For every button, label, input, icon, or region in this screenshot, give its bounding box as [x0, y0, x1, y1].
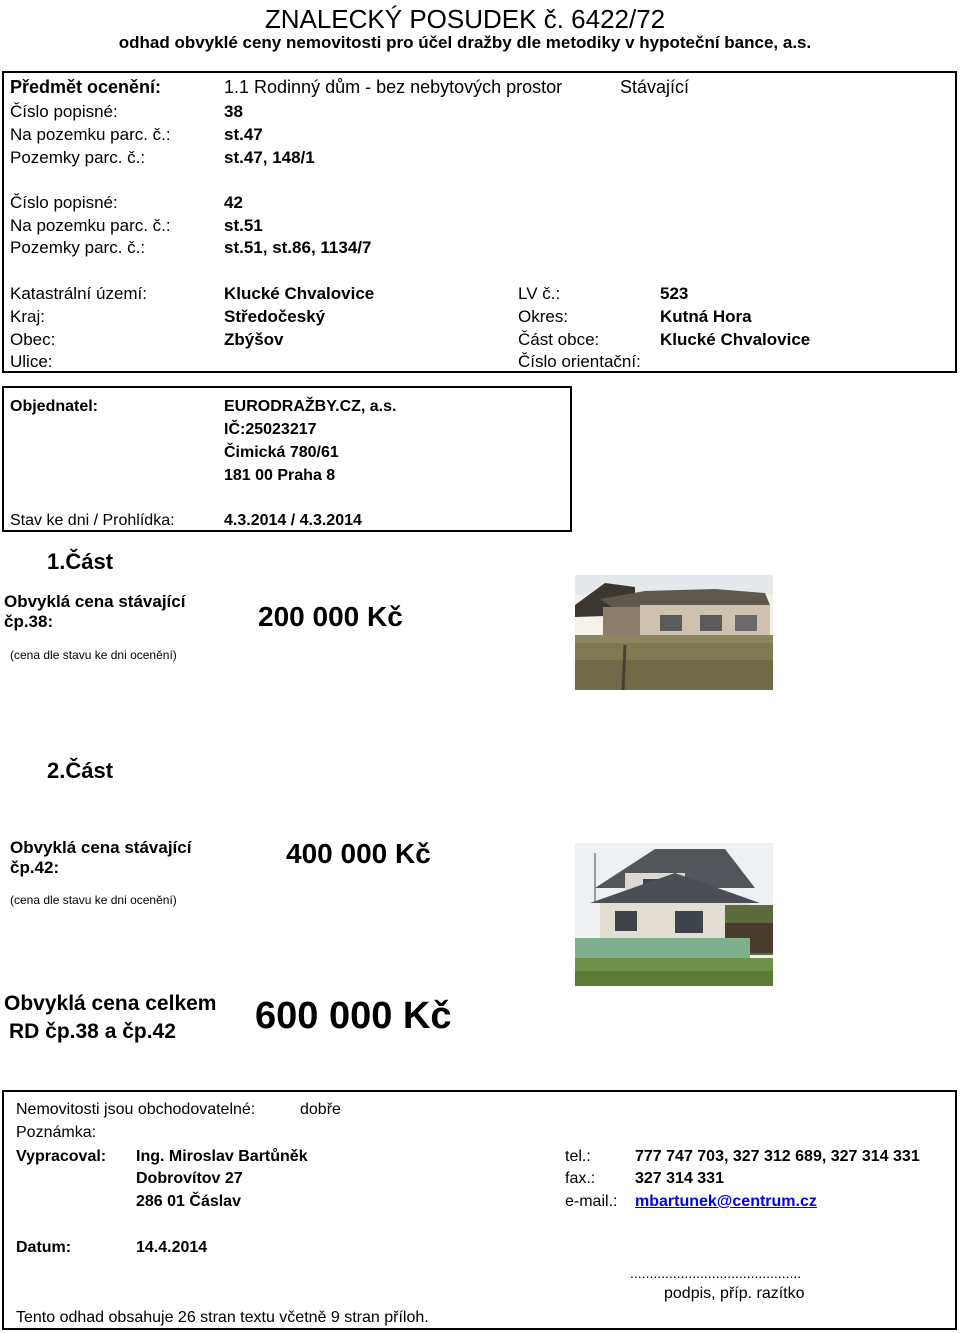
client-label: Objednatel: [10, 398, 99, 415]
ulice-label: Ulice: [10, 352, 53, 371]
fax-value: 327 314 331 [635, 1170, 724, 1187]
land1-label: Pozemky parc. č.: [10, 148, 146, 167]
part2-price: 400 000 Kč [286, 838, 431, 869]
footer-date-label: Datum: [16, 1239, 72, 1256]
house-38-illustration [575, 575, 773, 690]
subject-label: Předmět ocenění: [10, 77, 162, 97]
part2-note: (cena dle stavu ke dni ocenění) [10, 893, 177, 907]
house-42-illustration [575, 843, 773, 986]
email-link[interactable]: mbartunek@centrum.cz [635, 1193, 817, 1210]
kraj-value: Středočeský [224, 307, 326, 326]
obec-value: Zbýšov [224, 330, 284, 349]
document-title: ZNALECKÝ POSUDEK č. 6422/72 [264, 4, 666, 34]
cast-label: Část obce: [518, 330, 600, 349]
part1-label-line2: čp.38: [4, 612, 54, 631]
client-city: 181 00 Praha 8 [224, 467, 336, 484]
house-42-photo [575, 843, 773, 986]
signature-label: podpis, příp. razítko [664, 1285, 805, 1302]
author-label: Vypracoval: [16, 1148, 107, 1165]
tel-value: 777 747 703, 327 312 689, 327 314 331 [635, 1148, 920, 1165]
author-name: Ing. Miroslav Bartůněk [136, 1148, 308, 1165]
parcel1-label: Na pozemku parc. č.: [10, 125, 171, 144]
part1-price: 200 000 Kč [258, 601, 403, 632]
subject-status: Stávající [620, 77, 690, 97]
part2-label-line2: čp.42: [10, 858, 60, 877]
part1-label-line1: Obvyklá cena stávající [4, 592, 186, 611]
part1-note: (cena dle stavu ke dni ocenění) [10, 648, 177, 662]
subject-value: 1.1 Rodinný dům - bez nebytových prostor [224, 77, 563, 97]
house-38-photo [575, 575, 773, 690]
fax-label: fax.: [565, 1170, 596, 1187]
cast-value: Klucké Chvalovice [660, 330, 811, 349]
cislo-orientacni-label: Číslo orientační: [518, 352, 641, 371]
signature-dots: ............................................ [630, 1265, 802, 1281]
total-price: 600 000 Kč [255, 995, 452, 1037]
total-label-line2: RD čp.38 a čp.42 [9, 1020, 176, 1043]
email-label: e-mail.: [565, 1193, 618, 1210]
tradable-value: dobře [300, 1101, 341, 1118]
parcel2-value: st.51 [224, 216, 263, 235]
part2-label-line1: Obvyklá cena stávající [10, 838, 192, 857]
lv-value: 523 [660, 284, 689, 303]
note-label: Poznámka: [16, 1124, 97, 1141]
tel-label: tel.: [565, 1148, 591, 1165]
okres-label: Okres: [518, 307, 569, 326]
total-label-line1: Obvyklá cena celkem [4, 992, 217, 1015]
document-subtitle: odhad obvyklé ceny nemovitosti pro účel dražby dle metodiky v hypoteční bance, a.s. [118, 33, 812, 52]
client-ic: IČ:25023217 [224, 421, 317, 438]
part2-heading: 2.Část [47, 758, 114, 783]
pages-text: Tento odhad obsahuje 26 stran textu včetně 9 stran příloh. [16, 1309, 429, 1326]
client-street: Čimická 780/61 [224, 444, 339, 461]
land2-label: Pozemky parc. č.: [10, 238, 146, 257]
land1-value: st.47, 148/1 [224, 148, 315, 167]
part1-heading: 1.Část [47, 549, 114, 574]
cp1-value: 38 [224, 102, 243, 121]
tradable-label: Nemovitosti jsou obchodovatelné: [16, 1101, 256, 1118]
kraj-label: Kraj: [10, 307, 45, 326]
footer-date-value: 14.4.2014 [136, 1239, 208, 1256]
land2-value: st.51, st.86, 1134/7 [224, 238, 372, 257]
author-street: Dobrovítov 27 [136, 1170, 243, 1187]
cp1-label: Číslo popisné: [10, 102, 118, 121]
okres-value: Kutná Hora [660, 307, 752, 326]
cp2-value: 42 [224, 193, 243, 212]
date-value: 4.3.2014 / 4.3.2014 [224, 512, 362, 529]
parcel1-value: st.47 [224, 125, 263, 144]
author-city: 286 01 Čáslav [136, 1193, 241, 1210]
ku-value: Klucké Chvalovice [224, 284, 375, 303]
lv-label: LV č.: [518, 284, 561, 303]
parcel2-label: Na pozemku parc. č.: [10, 216, 171, 235]
client-name: EURODRAŽBY.CZ, a.s. [224, 398, 397, 415]
date-label: Stav ke dni / Prohlídka: [10, 512, 175, 529]
obec-label: Obec: [10, 330, 56, 349]
cp2-label: Číslo popisné: [10, 193, 118, 212]
ku-label: Katastrální území: [10, 284, 148, 303]
